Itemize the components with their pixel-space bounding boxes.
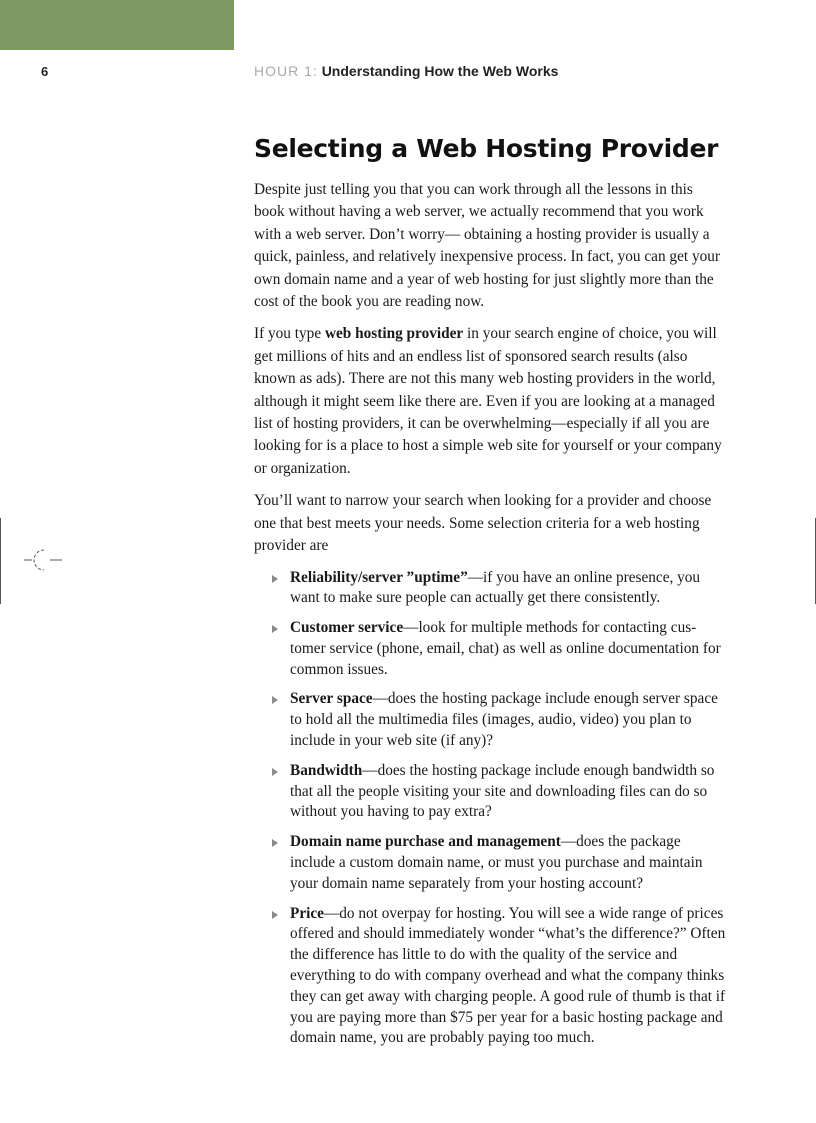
paragraph-search-lead: If you type	[254, 325, 325, 343]
criteria-term: Bandwidth	[290, 761, 363, 779]
registration-mark-icon	[24, 547, 64, 573]
criteria-term: Customer service	[290, 619, 404, 637]
criteria-text: —if you have an online presence, you want to make sure people can actually get there consistently.	[290, 568, 701, 607]
criteria-item-domain-name	[290, 832, 726, 894]
paragraph-search	[254, 323, 726, 480]
chapter-title: Understanding How the Web Works	[321, 63, 559, 79]
hour-label: HOUR 1:	[254, 63, 318, 79]
criteria-list	[254, 568, 726, 1050]
criteria-item-reliability	[290, 568, 726, 610]
criteria-text: —does the hosting package include enough server space to hold all the multimedia files (images, audio, video) you plan to include in your web site (if any)?	[290, 690, 718, 750]
criteria-term: Price	[290, 904, 324, 922]
criteria-text: —does the package include a custom domain name, or must you purchase and maintain your domain name separately from your hosting account?	[290, 833, 703, 892]
triangle-bullet-icon	[272, 625, 278, 633]
main-content	[254, 132, 726, 1058]
paragraph-criteria-intro: You’ll want to narrow your search when looking for a provider and choose one that best meets your needs. Some selection criteria for a web hosting provider are	[254, 492, 712, 555]
crop-mark-left	[0, 518, 1, 604]
criteria-term: Reliability/server ”uptime”	[290, 568, 468, 586]
triangle-bullet-icon	[272, 839, 278, 847]
paragraph-search-rest: in your search engine of choice, you will get millions of hits and an endless list of sponsored search results (also known as ads). There are not this many web hosting providers in the world, although it might seem like there are. Even if you are looking at a managed list of hosting providers, it can be overwhelming—especially if all you are looking for is a place to host a simple web site for yourself or your company or organization.	[254, 325, 722, 477]
criteria-item-server-space	[290, 689, 726, 751]
criteria-text: —does the hosting package include enough bandwidth so that all the people visiting your site and downloading files can do so without you having to pay extra?	[290, 761, 715, 821]
criteria-term: Domain name purchase and management	[290, 833, 561, 851]
criteria-text: —look for multiple methods for contacting cus-tomer service (phone, email, chat) as well as online documentation for common issues.	[290, 619, 721, 678]
triangle-bullet-icon	[272, 696, 278, 704]
triangle-bullet-icon	[272, 768, 278, 776]
criteria-item-customer-service	[290, 618, 726, 680]
triangle-bullet-icon	[272, 911, 278, 919]
header-color-tab	[0, 0, 234, 50]
criteria-item-price	[290, 904, 726, 1050]
triangle-bullet-icon	[272, 575, 278, 583]
running-head	[254, 63, 558, 79]
page-number: 6	[41, 64, 49, 79]
criteria-text: —do not overpay for hosting. You will see a wide range of prices offered and should immediately wonder “what’s the difference?” Often the difference has little to do with the quality of the service and everything to do with company overhead and what the company thinks they can get away with charging people. A good rule of thumb is that if you are paying more than $75 per year for a basic hosting package and domain name, you are probably paying too much.	[290, 904, 726, 1047]
criteria-term: Server space	[290, 690, 373, 708]
paragraph-intro: Despite just telling you that you can work through all the lessons in this book without having a web server, we actually recommend that you work with a web server. Don’t worry— obtaining a hosting provider is usually a quick, painless, and relatively inexpensive process. In fact, you can get your own domain name and a year of web hosting for just slightly more than the cost of the book you are reading now.	[254, 181, 720, 311]
section-title: Selecting a Web Hosting Provider	[254, 134, 719, 163]
criteria-item-bandwidth	[290, 761, 726, 823]
search-term: web hosting provider	[324, 325, 464, 343]
